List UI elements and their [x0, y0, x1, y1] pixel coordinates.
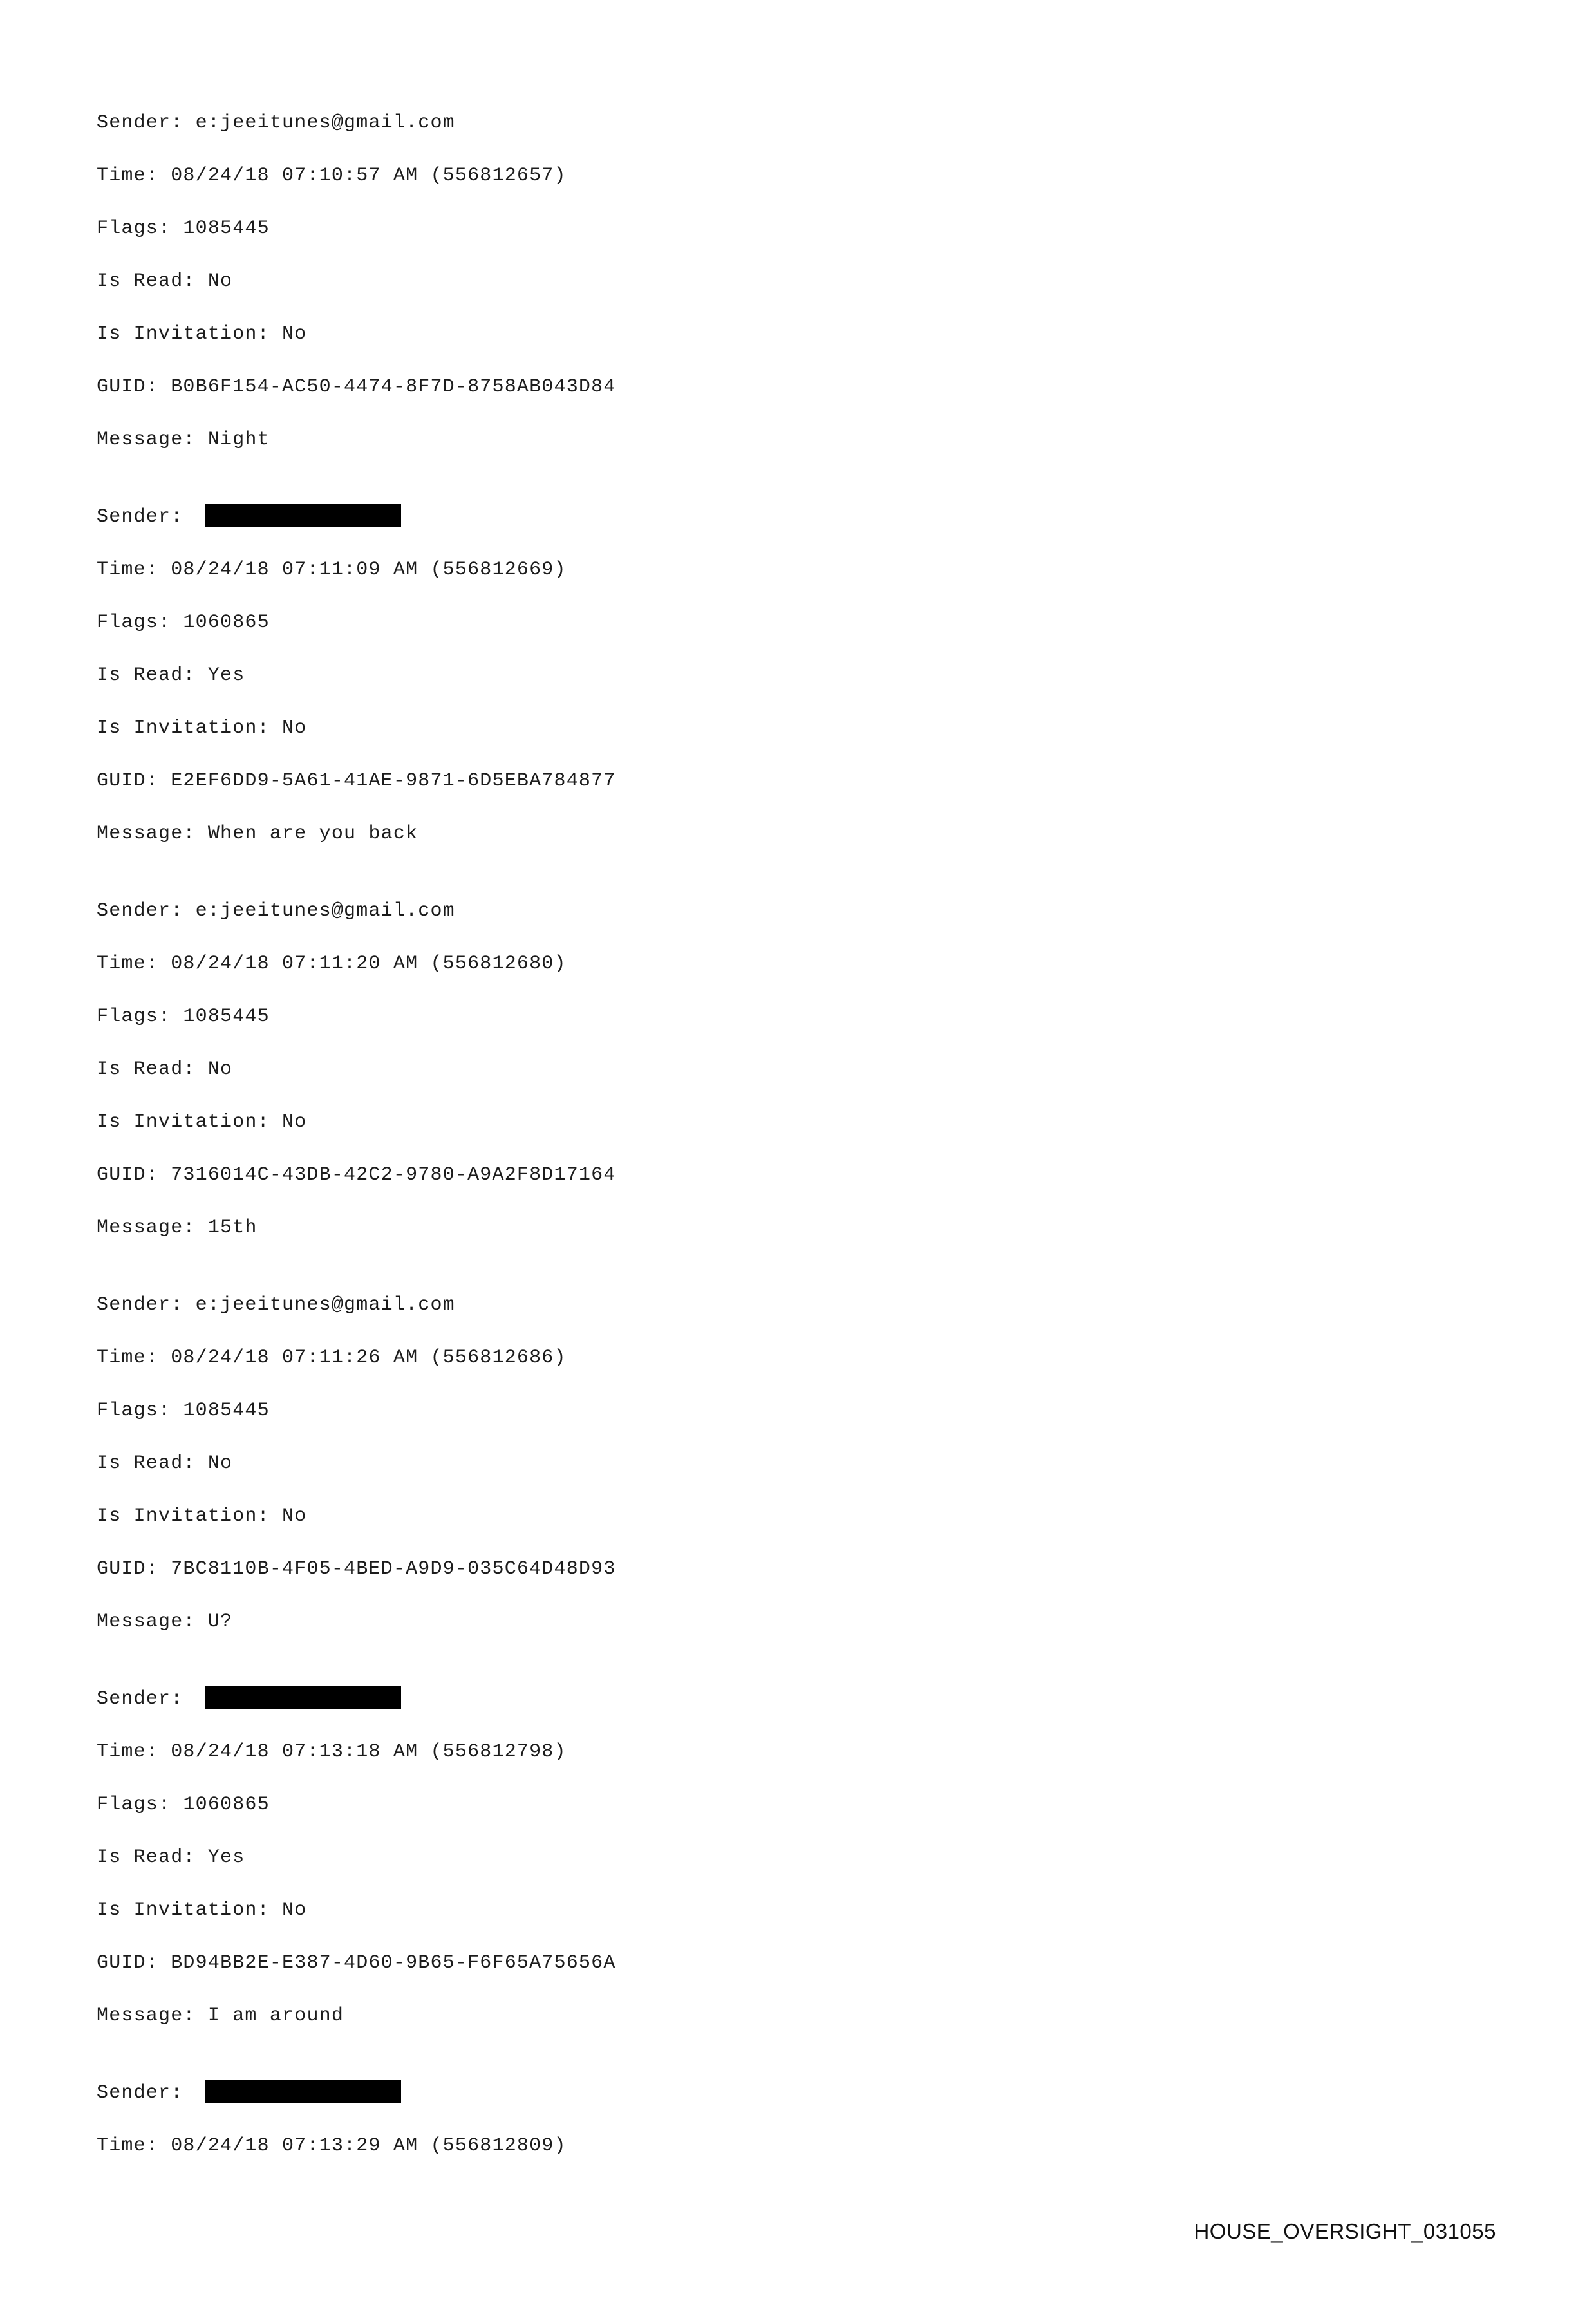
sender-label: Sender: — [97, 112, 196, 134]
sender-value: e:jeeitunes@gmail.com — [195, 900, 455, 922]
message-line: Message: Night — [97, 429, 270, 451]
sender-value: e:jeeitunes@gmail.com — [195, 1294, 455, 1316]
sender-value: e:jeeitunes@gmail.com — [195, 112, 455, 134]
is-invitation-line: Is Invitation: No — [97, 1505, 307, 1527]
message-line: Message: U? — [97, 1611, 233, 1633]
flags-line: Flags: 1085445 — [97, 218, 270, 240]
guid-line: GUID: B0B6F154-AC50-4474-8F7D-8758AB043D84 — [97, 376, 616, 398]
sender-label: Sender: — [97, 1688, 196, 1710]
message-record — [97, 2067, 1493, 2172]
redaction-bar — [205, 1686, 401, 1709]
sender-line — [97, 1673, 1493, 1725]
time-line: Time: 08/24/18 07:13:18 AM (556812798) — [97, 1741, 567, 1763]
is-read-line: Is Read: Yes — [97, 1847, 245, 1868]
message-record — [97, 491, 1493, 860]
message-record-list — [97, 97, 1493, 2172]
sender-line — [97, 97, 1493, 149]
sender-line — [97, 1279, 1493, 1331]
is-read-line: Is Read: No — [97, 1452, 233, 1474]
time-line: Time: 08/24/18 07:13:29 AM (556812809) — [97, 2135, 567, 2157]
guid-line: GUID: 7BC8110B-4F05-4BED-A9D9-035C64D48D93 — [97, 1558, 616, 1580]
is-read-line: Is Read: Yes — [97, 664, 245, 686]
message-line: Message: When are you back — [97, 823, 418, 845]
time-line: Time: 08/24/18 07:11:09 AM (556812669) — [97, 559, 567, 581]
flags-line: Flags: 1085445 — [97, 1400, 270, 1422]
time-line: Time: 08/24/18 07:11:20 AM (556812680) — [97, 953, 567, 975]
flags-line: Flags: 1060865 — [97, 612, 270, 634]
is-invitation-line: Is Invitation: No — [97, 323, 307, 345]
message-line: Message: 15th — [97, 1217, 258, 1239]
redaction-bar — [205, 504, 401, 527]
message-line: Message: I am around — [97, 2005, 344, 2027]
sender-label: Sender: — [97, 2082, 196, 2104]
guid-line: GUID: E2EF6DD9-5A61-41AE-9871-6D5EBA784877 — [97, 770, 616, 792]
flags-line: Flags: 1085445 — [97, 1006, 270, 1028]
message-record — [97, 1279, 1493, 1648]
is-invitation-line: Is Invitation: No — [97, 1111, 307, 1133]
sender-line — [97, 885, 1493, 937]
is-invitation-line: Is Invitation: No — [97, 1899, 307, 1921]
is-read-line: Is Read: No — [97, 1058, 233, 1080]
time-line: Time: 08/24/18 07:10:57 AM (556812657) — [97, 165, 567, 187]
message-record — [97, 885, 1493, 1254]
sender-label: Sender: — [97, 506, 196, 528]
is-read-line: Is Read: No — [97, 270, 233, 292]
time-line: Time: 08/24/18 07:11:26 AM (556812686) — [97, 1347, 567, 1369]
flags-line: Flags: 1060865 — [97, 1794, 270, 1816]
sender-label: Sender: — [97, 1294, 196, 1316]
message-record — [97, 1673, 1493, 2042]
sender-line — [97, 491, 1493, 543]
sender-line — [97, 2067, 1493, 2120]
message-record — [97, 97, 1493, 466]
guid-line: GUID: BD94BB2E-E387-4D60-9B65-F6F65A75656A — [97, 1952, 616, 1974]
redaction-bar — [205, 2080, 401, 2103]
guid-line: GUID: 7316014C-43DB-42C2-9780-A9A2F8D17164 — [97, 1164, 616, 1186]
bates-stamp: HOUSE_OVERSIGHT_031055 — [1194, 2219, 1496, 2243]
is-invitation-line: Is Invitation: No — [97, 717, 307, 739]
sender-label: Sender: — [97, 900, 196, 922]
